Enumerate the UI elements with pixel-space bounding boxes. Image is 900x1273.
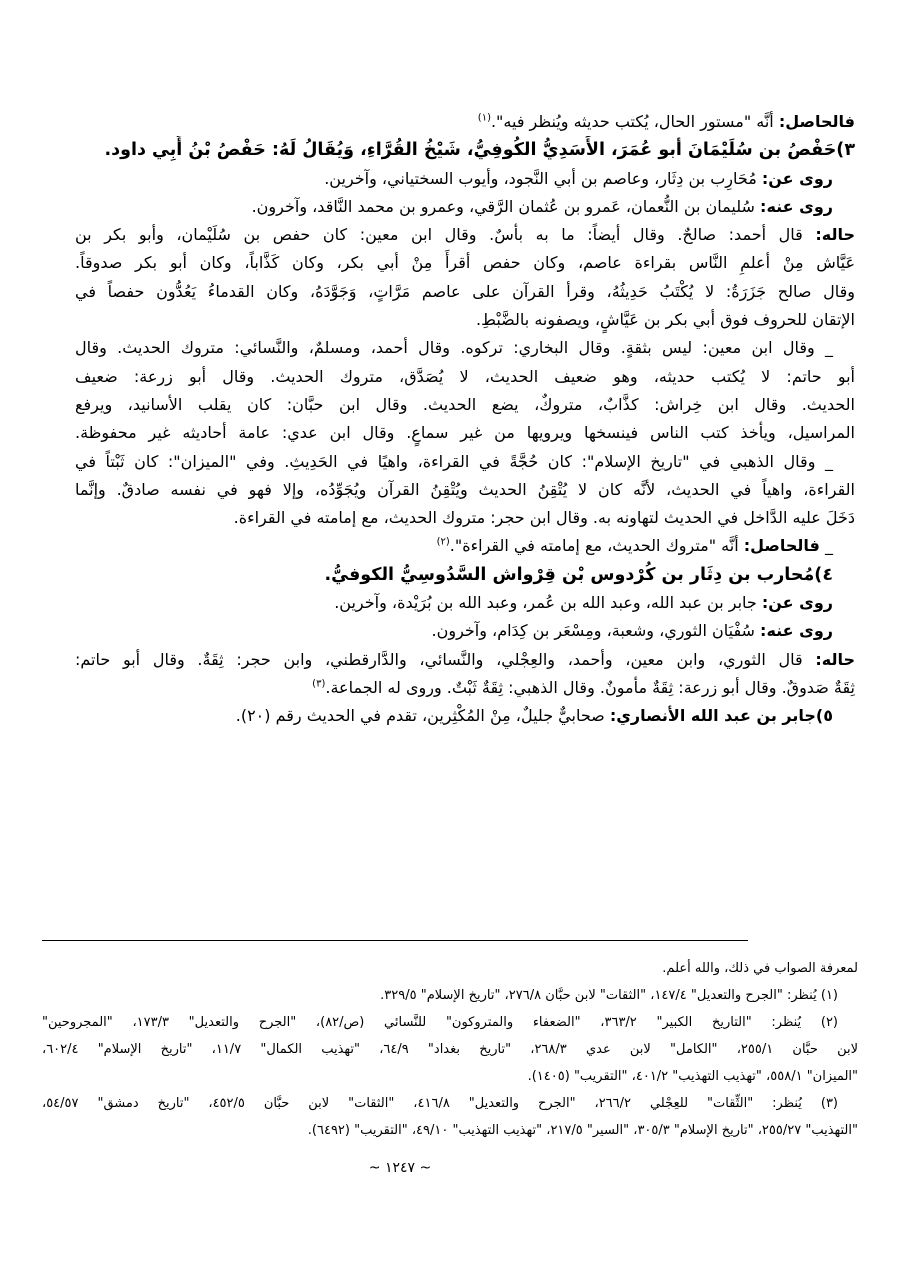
conclusion-line-1: [75, 108, 855, 136]
narrator-3-rawa-an: [75, 165, 855, 193]
narrator-3-haluhu-line-4: الإتقان للحروف فوق أبي بكر بن عَيَّاشٍ، ويصفونه بالضَّبْطِ.: [476, 310, 855, 330]
narrator-4-haluhu-line-1: [75, 646, 855, 674]
narrator-3-haluhu-line-1: [75, 221, 855, 249]
footnote-3-line-1: (٣) يُنظر: "الثِّقات" للعِجْلي ٢٦٦/٢، "الجرح والتعديل" ٤١٦/٨، "الثقات" لابن حبَّان ٤٥٢/٥، "تاريخ دمشق" ٥٤/٥٧،: [42, 1096, 838, 1111]
conclusion-2-label: فالحاصل:: [743, 536, 820, 556]
para-2-line-2: أبو حاتم: لا يُكتب حديثه، وهو ضعيف الحديث، لا يُصَدَّق، متروك الحديث. وقال أبو زرعة: ضعيف: [75, 366, 855, 386]
page-number: ~ ١٢٤٧ ~: [368, 1160, 432, 1176]
rawa-an-label: روى عن:: [761, 168, 833, 188]
para-3-line-1: _ وقال الذهبي في "تاريخ الإسلام": كان حُجَّةً في القراءة، واهيًا في الحَدِيثِ. وفي "الميزان": كان ثَبْتاً في: [75, 451, 833, 471]
footnote-2-line-3: "الميزان" ٥٥٨/١، "تهذيب التهذيب" ٤٠١/٢، "التقريب" (١٤٠٥).: [527, 1069, 858, 1084]
conclusion-2-prefix: _: [819, 536, 833, 556]
footnote-3-line-2: "التهذيب" ٢٥٥/٢٧، "تاريخ الإسلام" ٣٠٥/٣، "السير" ٢١٧/٥، "تهذيب التهذيب" ٤٩/١٠، "التقريب" (٦٤٩٢).: [307, 1123, 858, 1138]
haluhu-2-text: قال الثوري، وابن معين، وأحمد، والعِجْلي، والنَّسائي، والدَّارقطني، وابن حجر: ثِقَةٌ. وقال أبو حاتم:: [75, 649, 816, 669]
footnote-ref-3: (٣): [312, 678, 326, 690]
conclusion-line-2: [75, 532, 855, 560]
rawa-an-text: مُحَارِب بن دِثَار، وعاصم بن أبي النَّجود، وأيوب السختياني، وآخرين.: [324, 168, 762, 188]
footnote-2-line-1: (٢) يُنظر: "التاريخ الكبير" ٣٦٣/٢، "الضعفاء والمتروكون" للنَّسائي (ص/٨٢)، "الجرح والتعديل" ١٧٣/٣، "المجروحين": [42, 1015, 838, 1030]
haluhu-2-label: حاله:: [815, 649, 855, 669]
rawa-anhu-2-label: روى عنه:: [760, 621, 833, 641]
conclusion-label: فالحاصل:: [778, 112, 855, 131]
narrator-5-label: ٥)جابر بن عبد الله الأنصاري:: [609, 706, 833, 726]
haluhu-text: قال أحمد: صالحٌ. وقال أيضاً: ما به بأسٌ. وقال ابن معين: كان حفص بن سُلَيْمان، وأبو بكر بن: [75, 225, 816, 245]
footnote-carryover: لمعرفة الصواب في ذلك، والله أعلم.: [662, 961, 858, 976]
para-3-line-3: دَخَلَ عليه الدَّاخل في الحديث لتهاونه به. وقال ابن حجر: متروك الحديث، مع إمامته في القراءة.: [233, 508, 855, 528]
narrator-4-rawa-anhu: [75, 617, 855, 645]
footnote-2-line-2: لابن حبَّان ٢٥٥/١، "الكامل" لابن عدي ٢٦٨/٣، "تاريخ بغداد" ٦٤/٩، "تهذيب الكمال" ١١/٧، "تاريخ الإسلام" ٦٠٢/٤،: [42, 1042, 858, 1057]
narrator-3-haluhu-line-3: وقال صالح جَزَرَةُ: لا يُكْتَبُ حَدِيثُهُ، وقرأ القرآن على عاصم مَرَّاتٍ، وَجَوَّدَهُ، وكان القدماءُ يَعُدُّون حفصاً في: [75, 281, 855, 301]
rawa-anhu-2-text: سُفْيَان الثوري، وشعبة، ومِسْعَر بن كِدَام، وآخرون.: [431, 621, 761, 641]
footnote-ref-1: (١): [477, 112, 491, 124]
narrator-5-line: [75, 702, 855, 730]
conclusion-text: أنَّه "مستور الحال، يُكتب حديثه ويُنظر فيه".: [490, 112, 779, 131]
rawa-an-2-label: روى عن:: [761, 593, 833, 613]
para-2-line-3: الحديث. وقال ابن خِراش: كذَّابٌ، متروكٌ، يضع الحديث. وقال ابن حبَّان: كان يقلب الأسانيد، ويرفع: [75, 394, 855, 414]
rawa-an-2-text: جابر بن عبد الله، وعبد الله بن عُمر، وعبد الله بن بُرَيْدة، وآخرين.: [334, 593, 762, 613]
para-2-line-1: _ وقال ابن معين: ليس بثقةٍ. وقال البخاري: تركوه. وقال أحمد، ومسلمٌ، والنَّسائي: متروك الحديث. وقال: [75, 338, 833, 358]
haluhu-2-text-2: ثِقَةٌ صَدوقٌ. وقال أبو زرعة: ثِقَةٌ مأمونٌ. وقال الذهبي: ثِقَةٌ ثَبْتٌ. وروى له الجماعة.: [325, 677, 855, 697]
narrator-3-heading: ٣)حَفْصُ بن سُلَيْمَانَ أبو عُمَرَ، الأَسَدِيُّ الكُوفِيُّ، شَيْخُ القُرَّاءِ، وَيُقَالُ لَهُ: حَفْصُ بْنُ أَبِي داود.: [104, 140, 855, 161]
narrator-5-text: صحابيٌّ جليلٌ، مِنْ المُكْثِرين، تقدم في الحديث رقم (٢٠).: [235, 706, 610, 726]
narrator-3-haluhu-line-2: عَيَّاش مِنْ أعلمِ النَّاس بقراءة عاصم، وكان حفص أقرأَ مِنْ أبي بكر، وكان كَذَّاباً، وكان أبو بكر صدوقاً.: [75, 253, 855, 273]
para-2-line-4: المراسيل، ويأخذ كتب الناس فينسخها ويرويها من غير سماعٍ. وقال ابن عدي: عامة أحاديثه غير محفوظة.: [75, 423, 855, 443]
para-3-line-2: القراءة، واهياً في الحديث، لأنَّه كان لا يُتْقِنُ الحديث ويُتْقِنُ القرآن ويُجَوِّدُه، وإلا فهو في نفسه صادقٌ. وإنَّما: [75, 479, 855, 499]
footnote-ref-2: (٢): [436, 537, 450, 549]
footnotes: [42, 955, 858, 1144]
footnote-separator: [42, 940, 748, 941]
narrator-3-rawa-anhu: [75, 193, 855, 221]
rawa-anhu-text: سُليمان بن النُّعمان، عَمرو بن عُثمان الرَّقي، وعمرو بن محمد النَّاقد، وآخرون.: [251, 196, 761, 216]
narrator-4-heading: ٤)مُحارب بن دِثَار بن كُرْدوس بْن قِرْواش السَّدُوسِيُّ الكوفيُّ.: [324, 564, 833, 585]
footnote-1: (١) يُنظر: "الجرح والتعديل" ١٤٧/٤، "الثقات" لابن حبَّان ٢٧٦/٨، "تاريخ الإسلام" ٣٢٩/٥.: [380, 988, 838, 1003]
haluhu-label: حاله:: [815, 225, 855, 245]
conclusion-2-text: أنَّه "متروك الحديث، مع إمامته في القراءة".: [449, 536, 744, 556]
narrator-4-rawa-an: [75, 589, 855, 617]
main-text: [75, 108, 855, 731]
rawa-anhu-label: روى عنه:: [760, 196, 833, 216]
narrator-4-haluhu-line-2: [75, 674, 855, 702]
